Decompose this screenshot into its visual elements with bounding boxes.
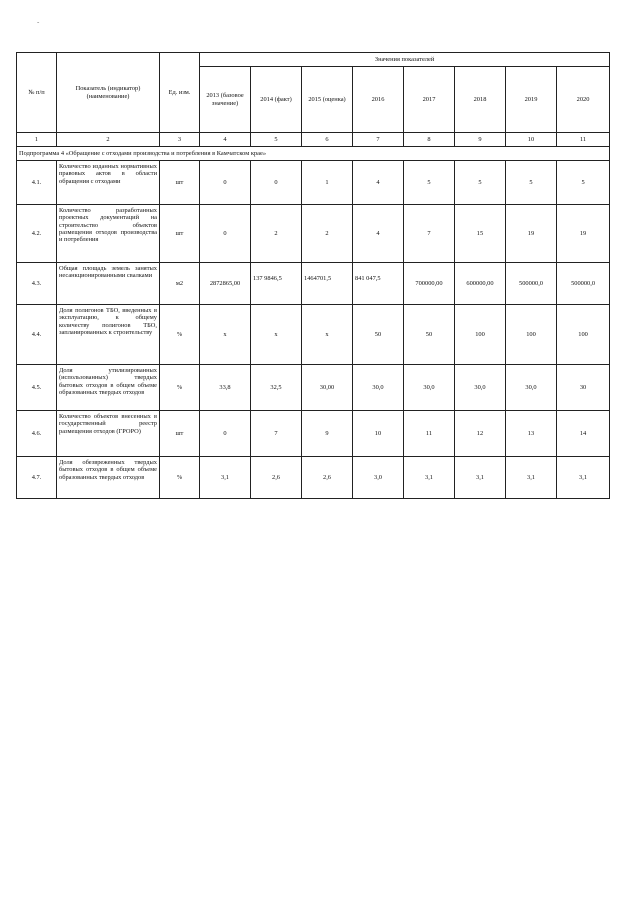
row-value: 5 — [404, 161, 455, 205]
row-value: 30 — [557, 365, 610, 411]
row-value: х — [302, 305, 353, 365]
row-indicator: Доля обезвреженных твердых бытовых отходов в общем объеме образованных твердых отходов — [57, 457, 160, 499]
column-number: 2 — [57, 133, 160, 147]
header-year: 2013 (базовое значение) — [200, 67, 251, 133]
header-year: 2019 — [506, 67, 557, 133]
row-num: 4.3. — [17, 263, 57, 305]
subprogram-row — [17, 147, 610, 161]
row-unit: шт — [160, 161, 200, 205]
column-number: 11 — [557, 133, 610, 147]
row-value: 30,0 — [506, 365, 557, 411]
row-indicator: Количество изданных нормативных правовых актов в области обращения с отходами — [57, 161, 160, 205]
row-indicator: Доля утилизированных (использованных) твердых бытовых отходов в общем объеме образованных твердых отходов — [57, 365, 160, 411]
table-row — [17, 457, 610, 499]
column-numbers-row — [17, 133, 610, 147]
row-value: 600000,00 — [455, 263, 506, 305]
table-row — [17, 161, 610, 205]
row-num: 4.7. — [17, 457, 57, 499]
row-value: 12 — [455, 411, 506, 457]
row-indicator: Доля полигонов ТБО, введенных в эксплуатацию, к общему количеству полигонов ТБО, запланированных к строительству — [57, 305, 160, 365]
row-value: 11 — [404, 411, 455, 457]
row-value: 9 — [302, 411, 353, 457]
row-value: 5 — [506, 161, 557, 205]
column-number: 5 — [251, 133, 302, 147]
row-value: 2 — [302, 205, 353, 263]
row-value: 5 — [557, 161, 610, 205]
row-value: 1 — [302, 161, 353, 205]
row-unit: шт — [160, 411, 200, 457]
row-value: 19 — [557, 205, 610, 263]
row-value: 7 — [404, 205, 455, 263]
row-value: 13 — [506, 411, 557, 457]
row-value: х — [200, 305, 251, 365]
row-value: х — [251, 305, 302, 365]
row-value: 14 — [557, 411, 610, 457]
row-value: 1464701,5 — [302, 263, 353, 305]
row-unit: % — [160, 365, 200, 411]
row-num: 4.4. — [17, 305, 57, 365]
header-year: 2018 — [455, 67, 506, 133]
table-row — [17, 205, 610, 263]
column-number: 7 — [353, 133, 404, 147]
row-value: 3,1 — [506, 457, 557, 499]
header-year: 2020 — [557, 67, 610, 133]
row-value: 3,1 — [200, 457, 251, 499]
row-value: 137 9846,5 — [251, 263, 302, 305]
row-value: 3,1 — [455, 457, 506, 499]
row-value: 2872865,00 — [200, 263, 251, 305]
row-value: 30,0 — [455, 365, 506, 411]
row-value: 0 — [200, 205, 251, 263]
row-value: 5 — [455, 161, 506, 205]
row-value: 4 — [353, 161, 404, 205]
column-number: 4 — [200, 133, 251, 147]
row-value: 10 — [353, 411, 404, 457]
header-num: № п/п — [17, 53, 57, 133]
row-value: 15 — [455, 205, 506, 263]
header-values-group: Значения показателей — [200, 53, 610, 67]
column-number: 9 — [455, 133, 506, 147]
table-row — [17, 305, 610, 365]
row-indicator: Количество объектов внесенных в государственный реестр размещения отходов (ГРОРО) — [57, 411, 160, 457]
row-value: 500000,0 — [557, 263, 610, 305]
row-value: 30,00 — [302, 365, 353, 411]
subprogram-title: Подпрограмма 4 «Обращение с отходами производства и потребления в Камчатском крае» — [17, 147, 610, 161]
row-value: 0 — [200, 161, 251, 205]
row-value: 2,6 — [251, 457, 302, 499]
row-value: 3,1 — [404, 457, 455, 499]
row-indicator: Общая площадь земель занятых несанкционированными свалками — [57, 263, 160, 305]
header-year: 2017 — [404, 67, 455, 133]
header-year: 2014 (факт) — [251, 67, 302, 133]
row-value: 19 — [506, 205, 557, 263]
page-mark: - — [37, 18, 40, 26]
row-unit: % — [160, 457, 200, 499]
indicators-table — [16, 52, 610, 499]
row-indicator: Количество разработанных проектных документаций на строительство объектов размещения отходов производства и потребления — [57, 205, 160, 263]
row-value: 700000,00 — [404, 263, 455, 305]
row-num: 4.1. — [17, 161, 57, 205]
column-number: 6 — [302, 133, 353, 147]
row-value: 100 — [455, 305, 506, 365]
row-value: 0 — [251, 161, 302, 205]
row-num: 4.6. — [17, 411, 57, 457]
header-year: 2015 (оценка) — [302, 67, 353, 133]
row-value: 33,8 — [200, 365, 251, 411]
row-unit: шт — [160, 205, 200, 263]
row-value: 100 — [506, 305, 557, 365]
row-value: 3,0 — [353, 457, 404, 499]
row-num: 4.5. — [17, 365, 57, 411]
row-value: 841 047,5 — [353, 263, 404, 305]
row-unit: м2 — [160, 263, 200, 305]
row-value: 32,5 — [251, 365, 302, 411]
row-value: 0 — [200, 411, 251, 457]
row-value: 100 — [557, 305, 610, 365]
row-value: 50 — [404, 305, 455, 365]
row-value: 30,0 — [353, 365, 404, 411]
row-unit: % — [160, 305, 200, 365]
row-value: 4 — [353, 205, 404, 263]
header-year: 2016 — [353, 67, 404, 133]
row-value: 500000,0 — [506, 263, 557, 305]
row-value: 2,6 — [302, 457, 353, 499]
table-row — [17, 411, 610, 457]
row-num: 4.2. — [17, 205, 57, 263]
column-number: 10 — [506, 133, 557, 147]
header-row-top — [17, 53, 610, 67]
row-value: 50 — [353, 305, 404, 365]
row-value: 3,1 — [557, 457, 610, 499]
header-indicator: Показатель (индикатор) (наименование) — [57, 53, 160, 133]
table-row — [17, 263, 610, 305]
column-number: 1 — [17, 133, 57, 147]
row-value: 30,0 — [404, 365, 455, 411]
column-number: 3 — [160, 133, 200, 147]
header-unit: Ед. изм. — [160, 53, 200, 133]
row-value: 7 — [251, 411, 302, 457]
table-row — [17, 365, 610, 411]
row-value: 2 — [251, 205, 302, 263]
column-number: 8 — [404, 133, 455, 147]
